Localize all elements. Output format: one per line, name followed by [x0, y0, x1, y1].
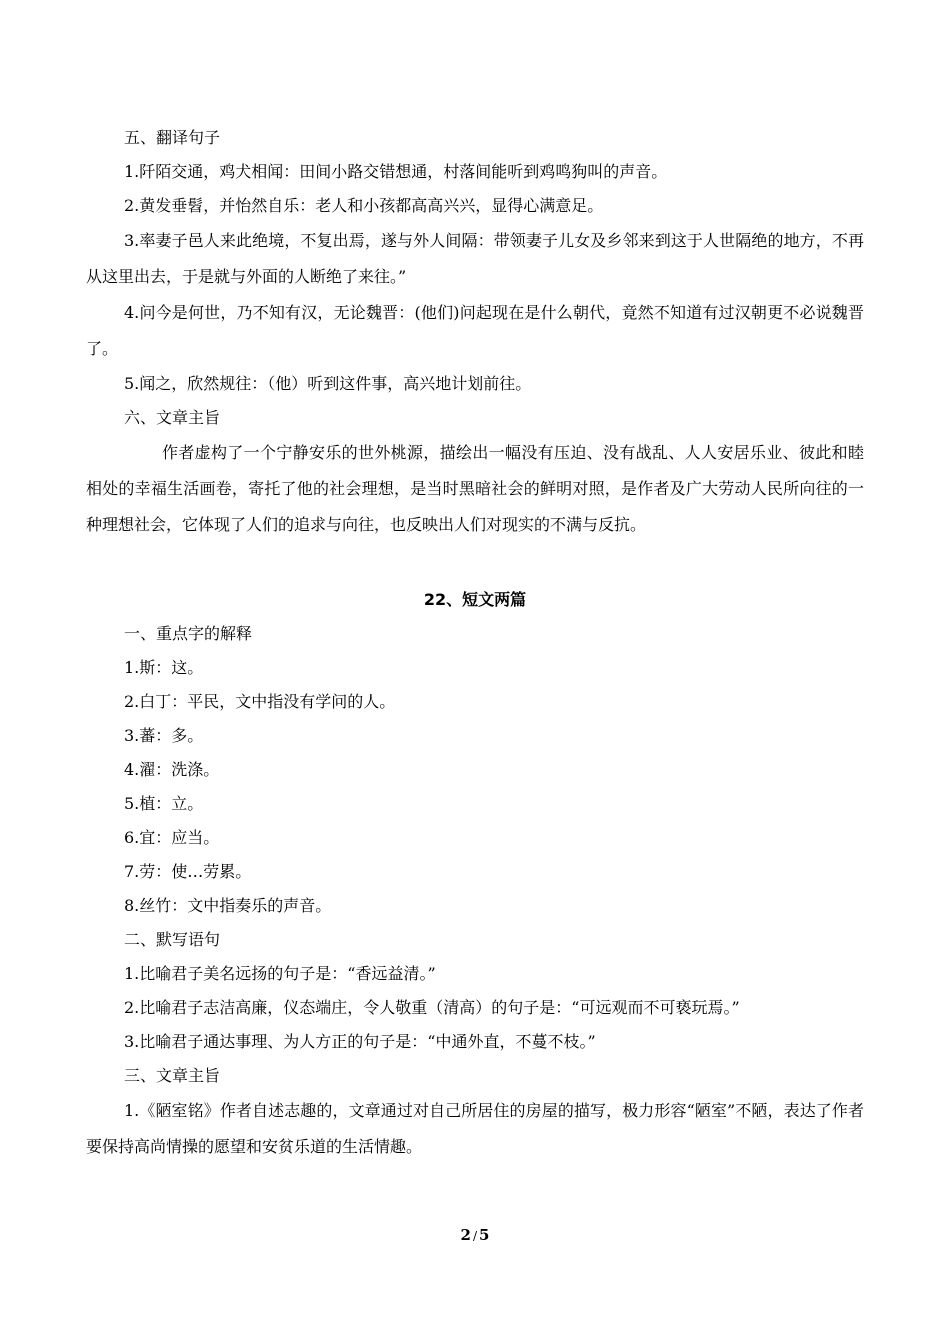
list-item: 1.阡陌交通，鸡犬相闻：田间小路交错想通，村落间能听到鸡鸣狗叫的声音。 — [124, 162, 668, 181]
current-page-number: 2 — [460, 1226, 471, 1244]
list-item: 3.率妻子邑人来此绝境，不复出焉，遂与外人间隔：带领妻子儿女及乡邻来到这于人世隔绝的地方，不再从这里出去，于是就与外面的人断绝了来往。” — [86, 231, 864, 286]
list-item: 1.斯：这。 — [124, 658, 204, 677]
list-item: 8.丝竹：文中指奏乐的声音。 — [124, 896, 332, 915]
list-item: 3.比喻君子通达事理、为人方正的句子是：“中通外直，不蔓不枝。” — [124, 1032, 596, 1051]
document-content — [86, 121, 864, 1165]
list-item: 5.闻之，欣然规往：（他）听到这件事，高兴地计划前往。 — [124, 374, 532, 393]
list-item: 2.比喻君子志洁高廉，仪态端庄，令人敬重（清高）的句子是：“可远观而不可亵玩焉。” — [124, 998, 740, 1017]
list-item: 7.劳：使…劳累。 — [124, 862, 252, 881]
list-item: 2.黄发垂髫，并怡然自乐：老人和小孩都高高兴兴，显得心满意足。 — [124, 196, 604, 215]
section-heading-theme: 六、文章主旨 — [124, 408, 221, 427]
list-item: 6.宜：应当。 — [124, 828, 220, 847]
section-heading-keywords: 一、重点字的解释 — [124, 624, 253, 643]
list-item: 4.濯：洗涤。 — [124, 760, 220, 779]
section-heading-main-idea: 三、文章主旨 — [124, 1066, 221, 1085]
list-item: 3.蕃：多。 — [124, 726, 204, 745]
total-page-count: 5 — [479, 1226, 490, 1244]
page-separator: / — [472, 1229, 478, 1243]
section-gap — [86, 543, 864, 583]
list-item: 1.比喻君子美名远扬的句子是：“香远益清。” — [124, 964, 436, 983]
page-number — [0, 1226, 950, 1244]
list-item: 4.问今是何世，乃不知有汉，无论魏晋：(他们)问起现在是什么朝代，竟然不知道有过汉朝更不必说魏晋了。 — [86, 303, 864, 358]
section-heading-dictation: 二、默写语句 — [124, 930, 221, 949]
list-item: 1.《陋室铭》作者自述志趣的，文章通过对自己所居住的房屋的描写，极力形容“陋室”不陋，表达了作者要保持高尚情操的愿望和安贫乐道的生活情趣。 — [86, 1101, 864, 1156]
list-item: 2.白丁：平民，文中指没有学问的人。 — [124, 692, 396, 711]
theme-paragraph: 作者虚构了一个宁静安乐的世外桃源，描绘出一幅没有压迫、没有战乱、人人安居乐业、彼此和睦相处的幸福生活画卷，寄托了他的社会理想，是当时黑暗社会的鲜明对照，是作者及广大劳动人民所向往的一种理想社会，它体现了人们的追求与向往，也反映出人们对现实的不满与反抗。 — [86, 443, 864, 534]
list-item: 5.植：立。 — [124, 794, 204, 813]
section-heading-translate: 五、翻译句子 — [124, 128, 221, 147]
lesson-title: 22、短文两篇 — [423, 590, 527, 609]
